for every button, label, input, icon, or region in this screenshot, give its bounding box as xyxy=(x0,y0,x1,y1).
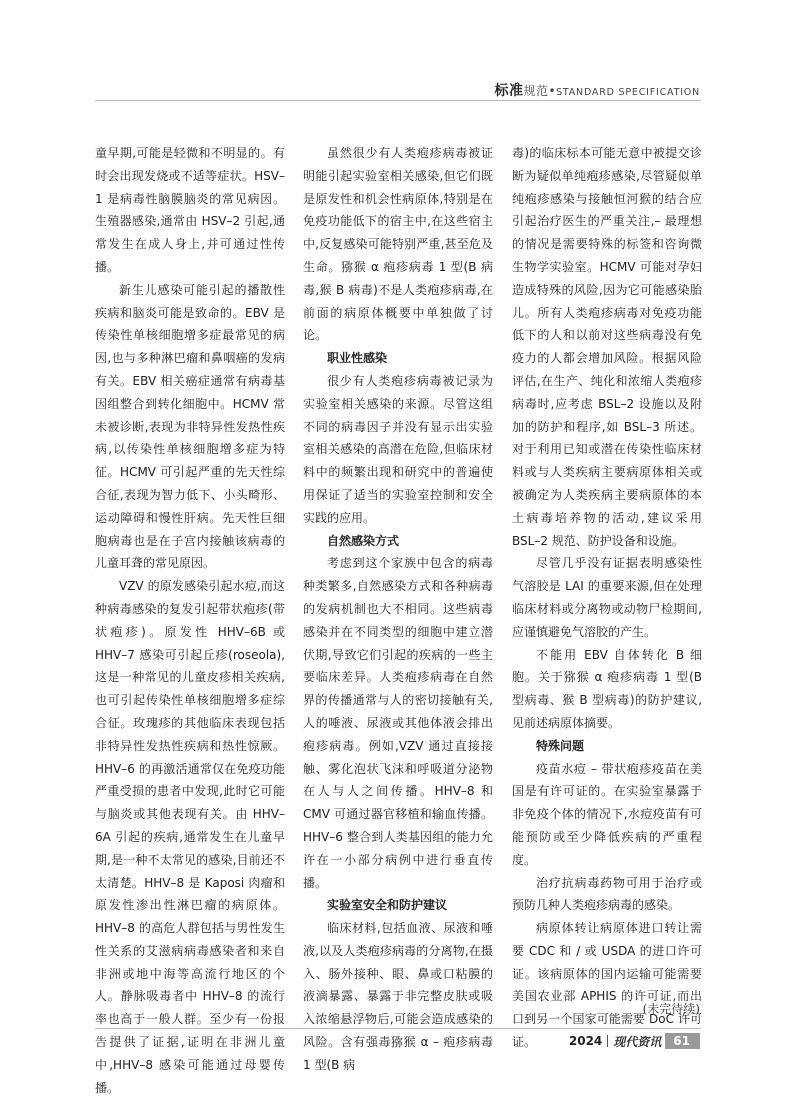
paragraph: 尽管几乎没有证据表明感染性气溶胶是 LAI 的重要来源,但在处理临床材料或分离物或动物尸检期间,应谨慎避免气溶胶的产生。 xyxy=(512,556,702,639)
text-column-2 xyxy=(303,142,493,1077)
paragraph: 考虑到这个家族中包含的病毒种类繁多,自然感染方式和各种病毒的发病机制也大不相同。这些病毒感染并在不同类型的细胞中建立潜伏期,导致它们引起的疾病的一些主要临床差异。人类疱疹病毒在自然界的传播通常与人的密切接触有关,人的唾液、尿液或其他体液会排出疱疹病毒。例如,VZV 通过直接接触、雾化泡状飞沫和呼吸道分泌物在人与人之间传播。HHV–8 和 CMV 可通过器官移植和输血传播。HHV–6 整合到人类基因组的能力允许在一小部分病例中进行垂直传播。 xyxy=(303,556,493,890)
footer-separator xyxy=(607,1035,608,1047)
section-heading: 特殊问题 xyxy=(536,738,585,753)
to-be-continued-note: (未完待续) xyxy=(642,1002,700,1016)
paragraph: VZV 的原发感染引起水痘,而这种病毒感染的复发引起带状疱疹(带状疱疹)。原发性 HHV–6B 或 HHV–7 感染可引起丘疹(roseola),这是一种常见的儿童皮疹相关疾病,也可引起传染性单核细胞增多症综合征。玫瑰疹的其他临床表现包括非特异性发热性疾病和热性惊厥。HHV–6 的再激活通常仅在免疫功能严重受损的患者中发现,此时它可能与脑炎或其他表现有关。由 HHV–6A 引起的疾病,通常发生在儿童早期,是一种不太常见的感染,目前还不太清楚。HHV–8 是 Kaposi 肉瘤和原发性渗出性淋巴瘤的病原体。HHV–8 的高危人群包括与男性发生性关系的艾滋病病毒感染者和来自非洲或地中海等高流行地区的个人。静脉吸毒者中 HHV–8 的流行率也高于一般人群。至少有一份报告提供了证据,证明在非洲儿童中,HHV–8 感染可能通过母婴传播。 xyxy=(95,579,285,1095)
page-number: 61 xyxy=(665,1033,700,1049)
paragraph: 临床材料,包括血液、尿液和唾液,以及人类疱疹病毒的分离物,在摄入、肠外接种、眼、鼻或口粘膜的液滴暴露、暴露于非完整皮肤或吸入浓缩悬浮物后,可能会造成感染的风险。含有强毒猕猴 α – 疱疹病毒 1 型(B 病 xyxy=(303,921,493,1072)
header-section-cn: 规范 xyxy=(523,84,549,98)
footer-rule xyxy=(95,1028,701,1029)
paragraph: 虽然很少有人类疱疹病毒被证明能引起实验室相关感染,但它们既是原发性和机会性病原体,特别是在免疫功能低下的宿主中,在这些宿主中,反复感染可能特别严重,甚至危及生命。猕猴 α 疱疹病毒 1 型(B 病毒,猴 B 病毒)不是人类疱疹病毒,在前面的病原体概要中单独做了讨论。 xyxy=(303,146,493,343)
section-heading: 职业性感染 xyxy=(327,351,388,366)
paragraph: 病原体转让病原体进口转让需要 CDC 和 / 或 USDA 的进口许可证。该病原体的国内运输可能需要美国农业部 APHIS 的许可证,而出口到另一个国家可能需要 DoC 许可证。 xyxy=(512,921,702,1050)
page-header xyxy=(494,80,700,100)
paragraph: 毒)的临床标本可能无意中被提交诊断为疑似单纯疱疹感染,尽管疑似单纯疱疹感染与接触恒河猴的结合应引起治疗医生的严重关注,– 最理想的情况是需要特殊的标签和咨询微生物学实验室。HCMV 可能对孕妇造成特殊的风险,因为它可能感染胎儿。所有人类疱疹病毒对免疫功能低下的人和以前对这些病毒没有免疫力的人都会增加风险。根据风险评估,在生产、纯化和浓缩人类疱疹病毒时,应考虑 BSL–2 设施以及附加的防护和程序,如 BSL–3 所述。对于利用已知或潜在传染性临床材料或与人类疾病主要病原体相关或被确定为人类疾病主要病原体的本土病毒培养物的活动,建议采用 BSL–2 规范、防护设备和设施。 xyxy=(512,146,702,548)
text-column-1 xyxy=(95,142,285,1099)
paragraph: 童早期,可能是轻微和不明显的。有时会出现发烧或不适等症状。HSV–1 是病毒性脑膜脑炎的常见病因。生殖器感染,通常由 HSV–2 引起,通常发生在成人身上,并可通过性传播。 xyxy=(95,146,285,274)
paragraph: 疫苗水痘 – 带状疱疹疫苗在美国是有许可证的。在实验室暴露于非免疫个体的情况下,水痘疫苗有可能预防或至少降低疾病的严重程度。 xyxy=(512,761,702,867)
paragraph: 很少有人类疱疹病毒被记录为实验室相关感染的来源。尽管这组不同的病毒因子并没有显示出实验室相关感染的高潜在危险,但临床材料中的频繁出现和研究中的普遍使用保证了适当的实验室控制和安全实践的应用。 xyxy=(303,373,493,525)
header-rule xyxy=(95,100,701,101)
header-dot: • xyxy=(548,84,557,98)
header-section-en: STANDARD SPECIFICATION xyxy=(556,87,700,98)
text-column-3 xyxy=(512,142,702,1054)
page-footer xyxy=(569,1031,700,1051)
paragraph: 新生儿感染可能引起的播散性疾病和脑炎可能是致命的。EBV 是传染性单核细胞增多症最常见的病因,也与多种淋巴瘤和鼻咽癌的发病有关。EBV 相关癌症通常有病毒基因组整合到转化细胞中。HCMV 常未被诊断,表现为非特异性发热性疾病,以传染性单核细胞增多症为特征。HCMV 可引起严重的先天性综合征,表现为智力低下、小头畸形、运动障碍和慢性肝病。先天性巨细胞病毒也是在子宫内接触该病毒的儿童耳聋的常见原因。 xyxy=(95,282,285,571)
paragraph: 治疗抗病毒药物可用于治疗或预防几种人类疱疹病毒的感染。 xyxy=(512,875,702,913)
paragraph: 不能用 EBV 自体转化 B 细胞。关于猕猴 α 疱疹病毒 1 型(B 型病毒、猴 B 型病毒)的防护建议,见前述病原体摘要。 xyxy=(512,647,702,730)
header-section-cn-bold: 标准 xyxy=(494,83,524,99)
section-heading: 实验室安全和防护建议 xyxy=(327,898,448,913)
footer-journal-name: 现代资讯 xyxy=(613,1034,662,1049)
section-heading: 自然感染方式 xyxy=(327,533,400,548)
footer-year: 2024 xyxy=(568,1034,603,1048)
